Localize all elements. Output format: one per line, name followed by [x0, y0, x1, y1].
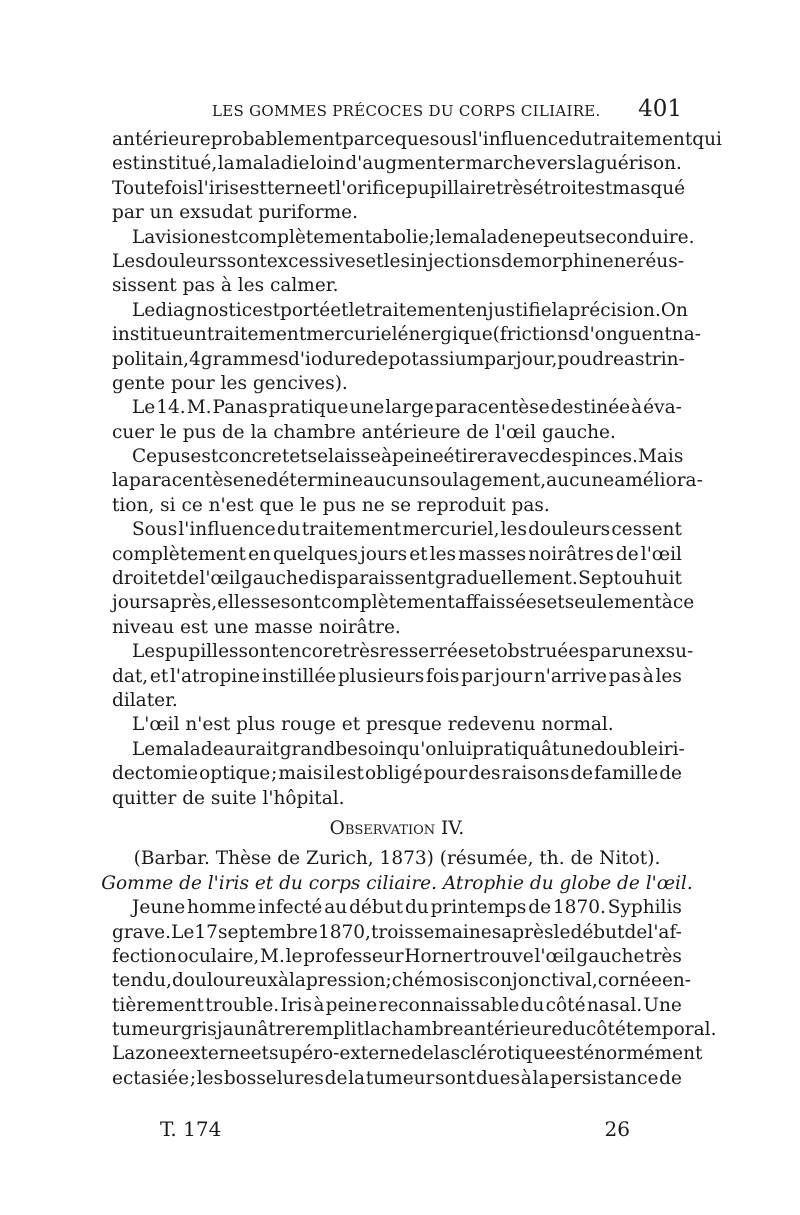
text-line: tièrement trouble. Iris à peine reconnaissable du côté nasal. Une [112, 994, 682, 1016]
section-heading: Observation IV. [329, 817, 465, 839]
text-line: est institué, la maladie loin d'augmenter marche vers la guérison. [112, 153, 682, 175]
text-line: dilater. [112, 689, 178, 711]
text-line: Jeune homme infecté au début du printemps de 1870. Syphilis [132, 897, 682, 919]
text-line: Le diagnostic est porté et le traitement en justifie la précision.On [132, 299, 688, 321]
text-line: Le 14. M. Panas pratique une large paracentèse destinée à éva- [132, 397, 682, 419]
text-line: Les pupilles sont encore très resserrées et obstruées par un exsu- [132, 641, 694, 663]
text-line: politain, 4 grammes d'iodure de potassium par jour, poudre astrin- [112, 348, 685, 370]
text-line: tumeur gris jaunâtre remplit la chambre antérieure du côté temporal. [112, 1019, 717, 1041]
text-line: droit et de l'œil gauche disparaissent graduellement. Sept ou huit [112, 568, 682, 590]
text-line: L'œil n'est plus rouge et presque redevenu normal. [132, 714, 614, 736]
text-line: grave. Le 17 septembre 1870, trois semaines après le début de l'af- [112, 921, 682, 943]
text-line: Les douleurs sont excessives et les injections de morphine ne réus- [112, 250, 684, 272]
text-line: tion, si ce n'est que le pus ne se reproduit pas. [112, 494, 550, 516]
text-line: complètement en quelques jours et les masses noirâtres de l'œil [112, 543, 682, 565]
text-line: institue un traitement mercuriel énergique (frictions d'onguent na- [112, 324, 701, 346]
text-line: La vision est complètement abolie ; le malade ne peut se conduire. [132, 226, 695, 248]
text-line: ectasiée ; les bosselures de la tumeur sont dues à la persistance de [112, 1067, 682, 1089]
text-line: Le malade aurait grand besoin qu'on lui pratiquât une double iri- [132, 738, 685, 760]
signature-mark: T. 174 [160, 1117, 222, 1141]
page-number: 401 [638, 96, 682, 122]
text-line: antérieure probablement parce que sous l'influence du traitement qui [112, 129, 722, 150]
running-head [112, 96, 682, 126]
text-line: La zone externe et supéro-externe de la sclérotique est énormément [112, 1043, 703, 1065]
text-line: cuer le pus de la chambre antérieure de l'œil gauche. [112, 421, 616, 443]
running-head-title: LES GOMMES PRÉCOCES DU CORPS CILIAIRE. [212, 102, 601, 120]
body-text [101, 128, 722, 1091]
case-title: Gomme de l'iris et du corps ciliaire. Atrophie du globe de l'œil. [101, 872, 693, 894]
text-line: gente pour les gencives). [112, 372, 348, 394]
text-line: Sous l'influence du traitement mercuriel, les douleurs cessent [132, 519, 682, 541]
text-line: Toutefois l'iris est terne et l'orifice pupillaire très étroit est masqué [112, 177, 686, 199]
text-line: tendu, douloureux à la pression ; chémosis conjonctival, cornée en- [112, 970, 692, 992]
text-line: fection oculaire, M. le professeur Horner trouve l'œil gauche très [112, 945, 682, 967]
text-line: jours après, elles se sont complètement affaissées et seulement à ce [112, 592, 695, 614]
text-line: niveau est une masse noirâtre. [112, 616, 401, 638]
page-footer [160, 1117, 630, 1141]
citation-line: (Barbar. Thèse de Zurich, 1873) (résumée, th. de Nitot). [133, 848, 661, 870]
text-line: la paracentèse ne détermine aucun soulagement, aucune améliora- [112, 470, 703, 492]
text-line: quitter de suite l'hôpital. [112, 787, 345, 809]
text-line: par un exsudat puriforme. [112, 202, 359, 224]
text-line: Ce pus est concret et se laisse à peine étirer avec des pinces. Mais [132, 446, 684, 468]
sheet-number: 26 [604, 1117, 630, 1141]
text-line: dat, et l'atropine instillée plusieurs fois par jour n'arrive pas à les [112, 665, 682, 687]
text-line: dectomie optique ; mais il est obligé pour des raisons de famille de [112, 763, 682, 785]
text-line: sissent pas à les calmer. [112, 275, 339, 297]
